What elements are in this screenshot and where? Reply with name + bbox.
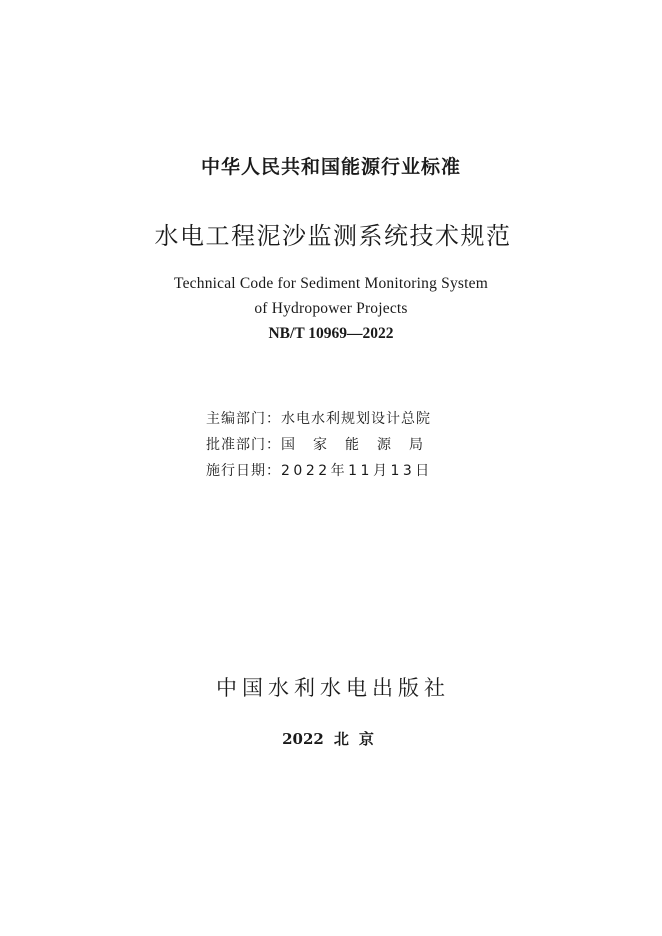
effective-date-value: 2022年11月13日 xyxy=(281,463,433,479)
standard-category: 中华人民共和国能源行业标准 xyxy=(200,156,461,178)
issuing-info-block xyxy=(206,406,441,484)
standard-code: NB/T 10969—2022 xyxy=(268,325,394,342)
english-title-line-1: Technical Code for Sediment Monitoring System xyxy=(174,275,488,292)
editor-value: 水电水利规划设计总院 xyxy=(281,411,431,427)
effective-date-label: 施行日期： xyxy=(206,463,281,479)
approver-row xyxy=(206,432,441,458)
approver-label: 批准部门： xyxy=(206,437,281,453)
publication-city: 北京 xyxy=(333,730,384,748)
publication-year: 2022 xyxy=(282,730,324,748)
publication-year-city xyxy=(2,728,662,749)
editor-label: 主编部门： xyxy=(206,411,281,427)
english-title-line-2: of Hydropower Projects xyxy=(254,300,408,317)
approver-value: 国家能源局 xyxy=(281,437,441,453)
chinese-title: 水电工程泥沙监测系统技术规范 xyxy=(154,222,512,250)
publisher-name: 中国水利水电出版社 xyxy=(216,676,450,700)
effective-date-row xyxy=(206,458,441,484)
editor-row xyxy=(206,406,441,432)
